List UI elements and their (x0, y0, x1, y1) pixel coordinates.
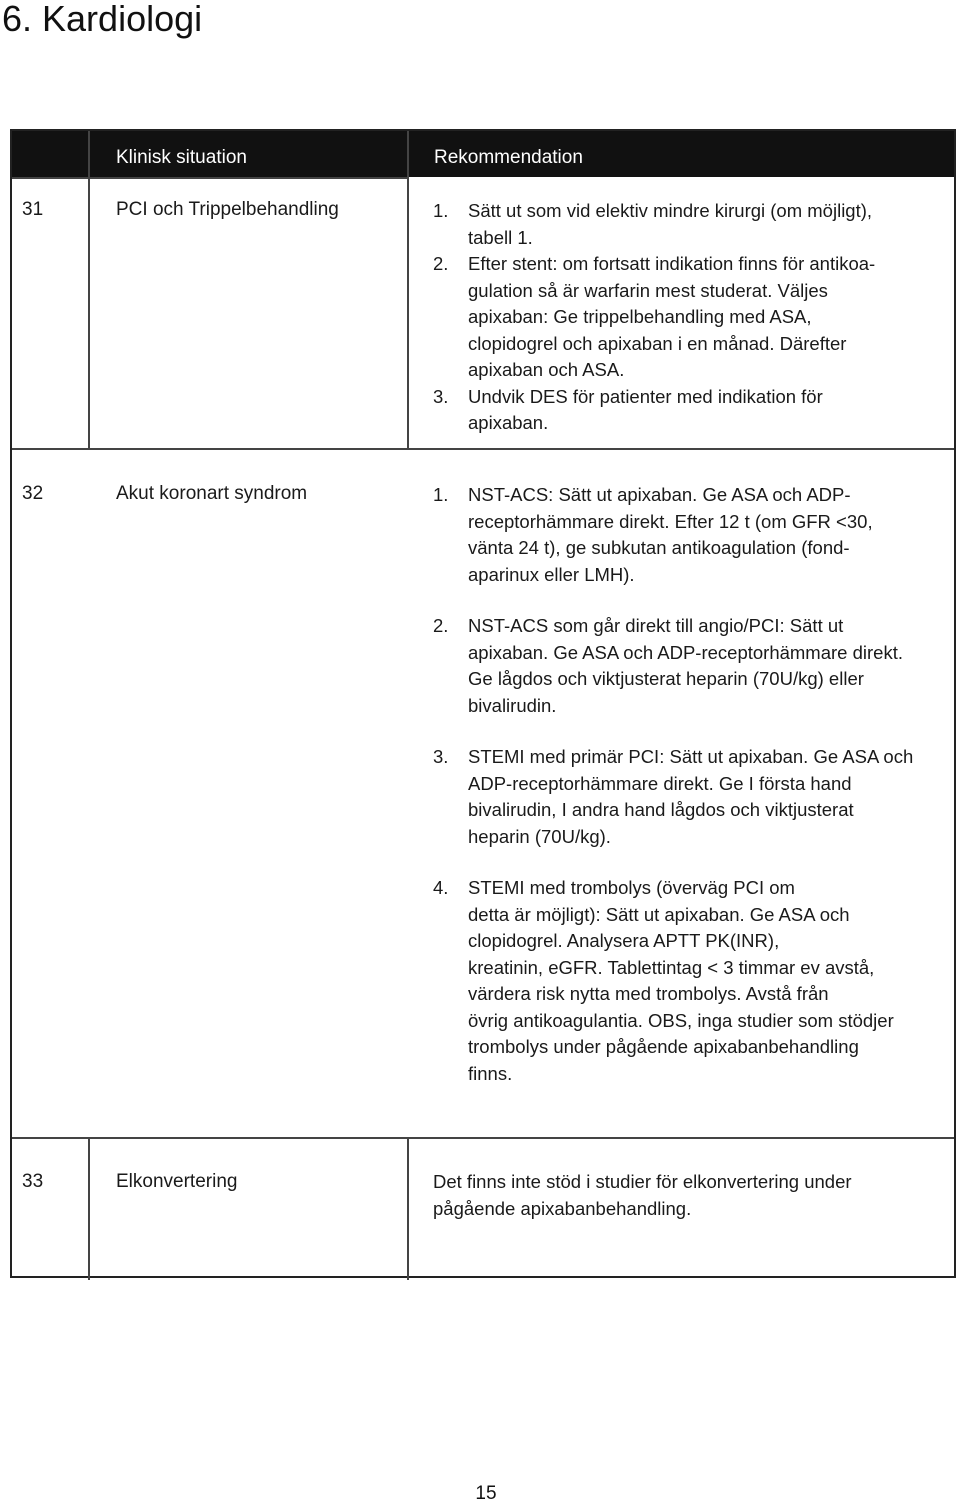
item-text-line: apixaban. (468, 412, 549, 433)
recommendation-item (433, 384, 943, 437)
recommendation-list (433, 482, 943, 1087)
row-divider (12, 1137, 954, 1139)
clinical-situation: Elkonvertering (116, 1171, 238, 1192)
item-number: 3. (433, 746, 449, 767)
clinical-situation: PCI och Trippelbehandling (116, 199, 339, 220)
recommendation-text (433, 1169, 943, 1222)
column-divider (407, 131, 409, 448)
item-text-line: heparin (70U/kg). (468, 825, 611, 847)
item-text-line: kreatinin, eGFR. Tablettintag < 3 timmar ev avstå, (468, 956, 875, 978)
item-number: 2. (433, 615, 449, 636)
item-text-line: clopidogrel. Analysera APTT PK(INR), (468, 930, 780, 951)
item-text-line: bivalirudin. (468, 694, 557, 716)
item-text-line: Efter stent: om fortsatt indikation finns för antikoa- (468, 253, 876, 274)
row-divider (12, 448, 954, 450)
item-text-line: tabell 1. (468, 226, 533, 248)
header-situation: Klinisk situation (116, 147, 247, 168)
column-divider (88, 131, 90, 448)
item-number: 1. (433, 484, 449, 505)
page-title: 6. Kardiologi (2, 0, 203, 39)
item-text-line: clopidogrel och apixaban i en månad. Därefter (468, 332, 847, 354)
recommendation-table (10, 129, 956, 1278)
item-text-line: detta är möjligt): Sätt ut apixaban. Ge ASA och (468, 903, 850, 925)
item-text-line: NST-ACS: Sätt ut apixaban. Ge ASA och ADP- (468, 484, 851, 505)
item-number: 1. (433, 200, 449, 221)
recommendation-item (433, 875, 943, 1087)
clinical-situation: Akut koronart syndrom (116, 483, 308, 504)
recommendation-list (433, 198, 943, 437)
recommendation-item (433, 613, 943, 719)
item-text-line: receptorhämmare direkt. Efter 12 t (om GFR <30, (468, 510, 873, 532)
recommendation-item (433, 482, 943, 588)
recommendation-item (433, 198, 943, 251)
item-text-line: gulation så är warfarin mest studerat. Väljes (468, 279, 828, 301)
item-text-line: övrig antikoagulantia. OBS, inga studier som stödjer (468, 1009, 894, 1031)
item-text-line: Undvik DES för patienter med indikation för (468, 385, 823, 407)
recommendation-item (433, 744, 943, 850)
row-number: 33 (22, 1171, 44, 1192)
item-text-line: STEMI med trombolys (överväg PCI om (468, 877, 795, 898)
recommendation-item (433, 251, 943, 384)
item-text-line: NST-ACS som går direkt till angio/PCI: Sätt ut (468, 615, 844, 636)
row-divider (12, 177, 407, 179)
recommendation-text-line: Det finns inte stöd i studier för elkonvertering under (433, 1171, 852, 1192)
item-text-line: apixaban och ASA. (468, 359, 625, 380)
column-divider (88, 1137, 90, 1280)
row-number: 31 (22, 199, 44, 220)
item-text-line: trombolys under pågående apixabanbehandling (468, 1036, 859, 1057)
item-text-line: finns. (468, 1062, 513, 1084)
item-text-line: värdera risk nytta med trombolys. Avstå från (468, 983, 829, 1004)
item-text-line: apixaban. Ge ASA och ADP-receptorhämmare direkt. (468, 641, 903, 663)
page-number: 15 (475, 1483, 497, 1504)
item-text-line: Sätt ut som vid elektiv mindre kirurgi (om möjligt), (468, 200, 873, 221)
recommendation-text-line: pågående apixabanbehandling. (433, 1197, 692, 1219)
item-text-line: ADP-receptorhämmare direkt. Ge I första hand (468, 772, 852, 794)
item-text-line: apixaban: Ge trippelbehandling med ASA, (468, 306, 812, 327)
item-text-line: Ge lågdos och viktjusterat heparin (70U/kg) eller (468, 668, 864, 689)
table-header-row (12, 131, 954, 177)
item-text-line: aparinux eller LMH). (468, 563, 635, 585)
item-text-line: bivalirudin, I andra hand lågdos och viktjusterat (468, 799, 854, 820)
item-text-line: vänta 24 t), ge subkutan antikoagulation (fond- (468, 537, 850, 558)
item-number: 2. (433, 253, 449, 274)
row-number: 32 (22, 483, 44, 504)
header-recommendation: Rekommendation (434, 147, 583, 168)
item-text-line: STEMI med primär PCI: Sätt ut apixaban. Ge ASA och (468, 746, 914, 767)
column-divider (407, 1137, 409, 1280)
item-number: 3. (433, 385, 449, 407)
item-number: 4. (433, 877, 449, 898)
